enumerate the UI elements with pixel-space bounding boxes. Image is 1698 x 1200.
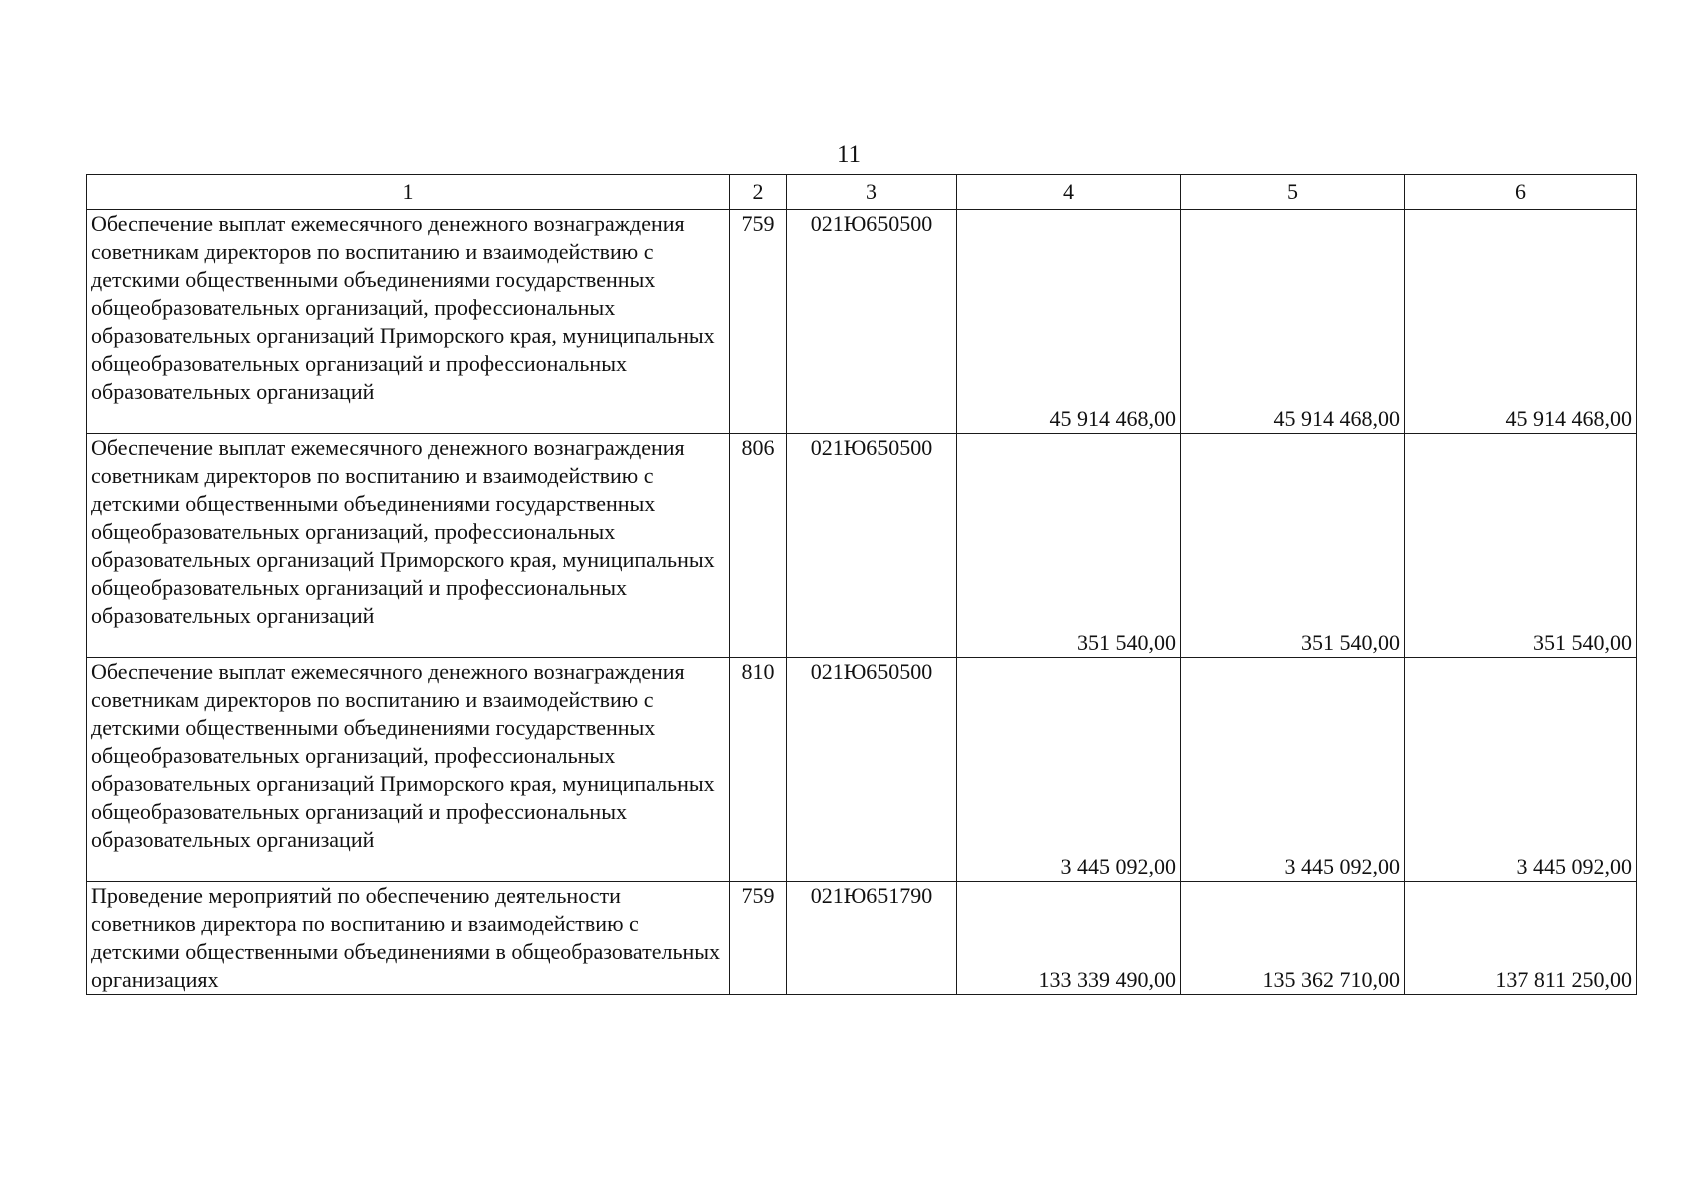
row-department-code: 806 — [730, 434, 787, 658]
column-header-5: 5 — [1181, 175, 1405, 210]
table-header-row — [87, 175, 1637, 210]
row-target-article: 021Ю650500 — [787, 658, 957, 882]
row-amount-col4: 45 914 468,00 — [957, 210, 1181, 434]
row-amount-col4: 133 339 490,00 — [957, 882, 1181, 995]
column-header-3: 3 — [787, 175, 957, 210]
row-amount-col5: 135 362 710,00 — [1181, 882, 1405, 995]
row-department-code: 759 — [730, 210, 787, 434]
table-row — [87, 882, 1637, 995]
row-amount-col6: 45 914 468,00 — [1405, 210, 1637, 434]
row-description: Обеспечение выплат ежемесячного денежного вознаграждения советникам директоров по воспитанию и взаимодействию с детскими общественными объединениями государственных общеобразовательных организаций, профессиональных образовательных организаций Приморского края, муниципальных общеобразовательных организаций и профессиональных образовательных организаций — [87, 434, 730, 658]
budget-table — [86, 174, 1637, 995]
row-target-article: 021Ю650500 — [787, 210, 957, 434]
row-description: Обеспечение выплат ежемесячного денежного вознаграждения советникам директоров по воспитанию и взаимодействию с детскими общественными объединениями государственных общеобразовательных организаций, профессиональных образовательных организаций Приморского края, муниципальных общеобразовательных организаций и профессиональных образовательных организаций — [87, 658, 730, 882]
table-row — [87, 658, 1637, 882]
row-department-code: 759 — [730, 882, 787, 995]
row-amount-col6: 351 540,00 — [1405, 434, 1637, 658]
row-target-article: 021Ю650500 — [787, 434, 957, 658]
row-amount-col5: 3 445 092,00 — [1181, 658, 1405, 882]
row-amount-col5: 351 540,00 — [1181, 434, 1405, 658]
column-header-1: 1 — [87, 175, 730, 210]
row-amount-col5: 45 914 468,00 — [1181, 210, 1405, 434]
page-number: 11 — [836, 141, 862, 168]
row-description: Обеспечение выплат ежемесячного денежного вознаграждения советникам директоров по воспитанию и взаимодействию с детскими общественными объединениями государственных общеобразовательных организаций, профессиональных образовательных организаций Приморского края, муниципальных общеобразовательных организаций и профессиональных образовательных организаций — [87, 210, 730, 434]
column-header-4: 4 — [957, 175, 1181, 210]
column-header-2: 2 — [730, 175, 787, 210]
row-amount-col6: 3 445 092,00 — [1405, 658, 1637, 882]
table-row — [87, 210, 1637, 434]
row-description: Проведение мероприятий по обеспечению деятельности советников директора по воспитанию и взаимодействию с детскими общественными объединениями в общеобразовательных организациях — [87, 882, 730, 995]
row-amount-col4: 3 445 092,00 — [957, 658, 1181, 882]
row-amount-col4: 351 540,00 — [957, 434, 1181, 658]
row-target-article: 021Ю651790 — [787, 882, 957, 995]
row-amount-col6: 137 811 250,00 — [1405, 882, 1637, 995]
column-header-6: 6 — [1405, 175, 1637, 210]
row-department-code: 810 — [730, 658, 787, 882]
table-row — [87, 434, 1637, 658]
